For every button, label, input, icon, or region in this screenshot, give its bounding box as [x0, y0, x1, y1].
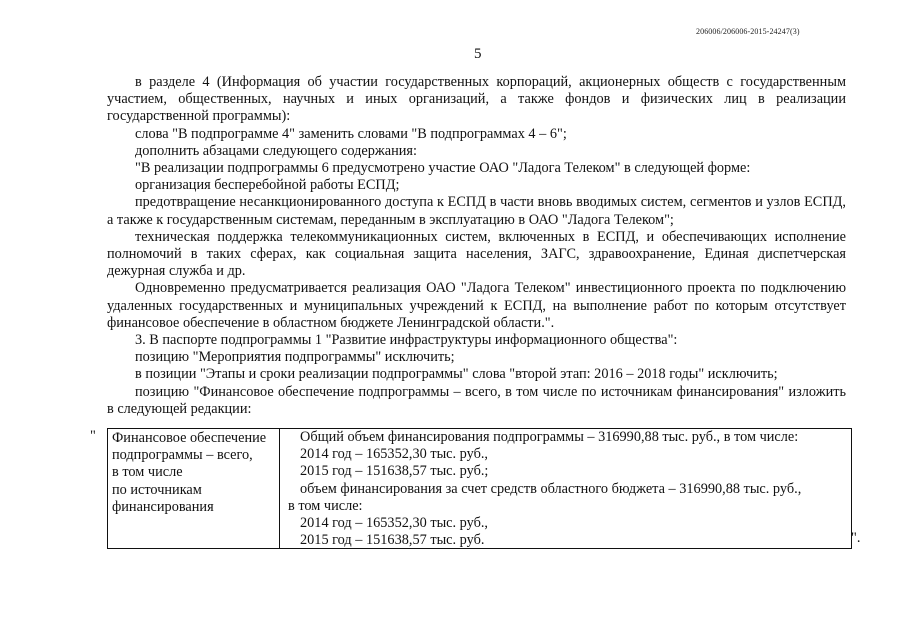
paragraph-add-sections: дополнить абзацами следующего содержания: [135, 142, 417, 159]
value-line: 2014 год – 165352,30 тыс. руб., [300, 446, 489, 463]
paragraph-new-wording: позицию "Финансовое обеспечение подпрограммы – всего, в том числе по источникам финансирования" изложить в следующей редакции: [107, 383, 846, 417]
paragraph-exclude-stage: в позиции "Этапы и сроки реализации подпрограммы" слова "второй этап: 2016 – 2018 годы" исключить; [135, 366, 778, 383]
table-open-quote: " [90, 428, 96, 444]
paragraph-espd-operation: организация бесперебойной работы ЕСПД; [135, 177, 400, 194]
value-line: 2015 год – 151638,57 тыс. руб. [300, 532, 485, 549]
paragraph-exclude-measures: позицию "Мероприятия подпрограммы" исключить; [135, 349, 455, 366]
label-line: финансирования [112, 498, 214, 515]
table-close-quote: ". [851, 530, 861, 546]
value-line: 2014 год – 165352,30 тыс. руб., [300, 515, 489, 532]
paragraph-subprogram-6: "В реализации подпрограммы 6 предусмотрено участие ОАО "Ладога Телеком" в следующей форме: [135, 160, 751, 177]
label-line: по источникам [112, 481, 202, 498]
label-line: Финансовое обеспечение [112, 430, 267, 446]
paragraph-unauthorized-access: предотвращение несанкционированного доступа к ЕСПД в части вновь вводимых систем, сегментов и узлов ЕСПД, а также к государственным системам, переданным в эксплуатацию в ОАО "Ладога Телеком"; [107, 194, 846, 228]
financing-table-value-cell [280, 429, 851, 548]
label-line: в том числе [112, 464, 183, 481]
paragraph-investment-project: Одновременно предусматривается реализация ОАО "Ладога Телеком" инвестиционного проекта по подключению удаленных государственных и муниципальных учреждений к ЕСПД, на выполнение работ по которым отсутствует финансовое обеспечение в областном бюджете Ленинградской области.". [107, 280, 846, 331]
value-line: в том числе: [288, 497, 363, 514]
document-code: 206006/206006-2015-24247(3) [696, 27, 800, 36]
financing-table-label-cell [108, 429, 280, 548]
document-body [107, 74, 846, 418]
label-line: подпрограммы – всего, [112, 447, 253, 464]
value-line: 2015 год – 151638,57 тыс. руб.; [300, 463, 489, 480]
paragraph-section-4-info: в разделе 4 (Информация об участии государственных корпораций, акционерных обществ с государственным участием, общественных, научных и иных организаций, а также фондов и физических лиц в реализации государственной программы): [107, 74, 846, 125]
paragraph-technical-support: техническая поддержка телекоммуникационных систем, включенных в ЕСПД, и обеспечивающих исполнение полномочий в таких сферах, как социальная защита населения, ЗАГС, здравоохранение, Единая диспетчерская дежурная служба и др. [107, 228, 846, 280]
paragraph-passport-subprogram-1: 3. В паспорте подпрограммы 1 "Развитие инфраструктуры информационного общества": [135, 332, 678, 349]
page-number: 5 [474, 46, 482, 62]
paragraph-replace-words: слова "В подпрограмме 4" заменить словами "В подпрограммах 4 – 6"; [135, 125, 567, 142]
financing-table [107, 428, 852, 549]
value-line: объем финансирования за счет средств областного бюджета – 316990,88 тыс. руб., [300, 480, 802, 497]
value-line: Общий объем финансирования подпрограммы – 316990,88 тыс. руб., в том числе: [300, 429, 799, 445]
